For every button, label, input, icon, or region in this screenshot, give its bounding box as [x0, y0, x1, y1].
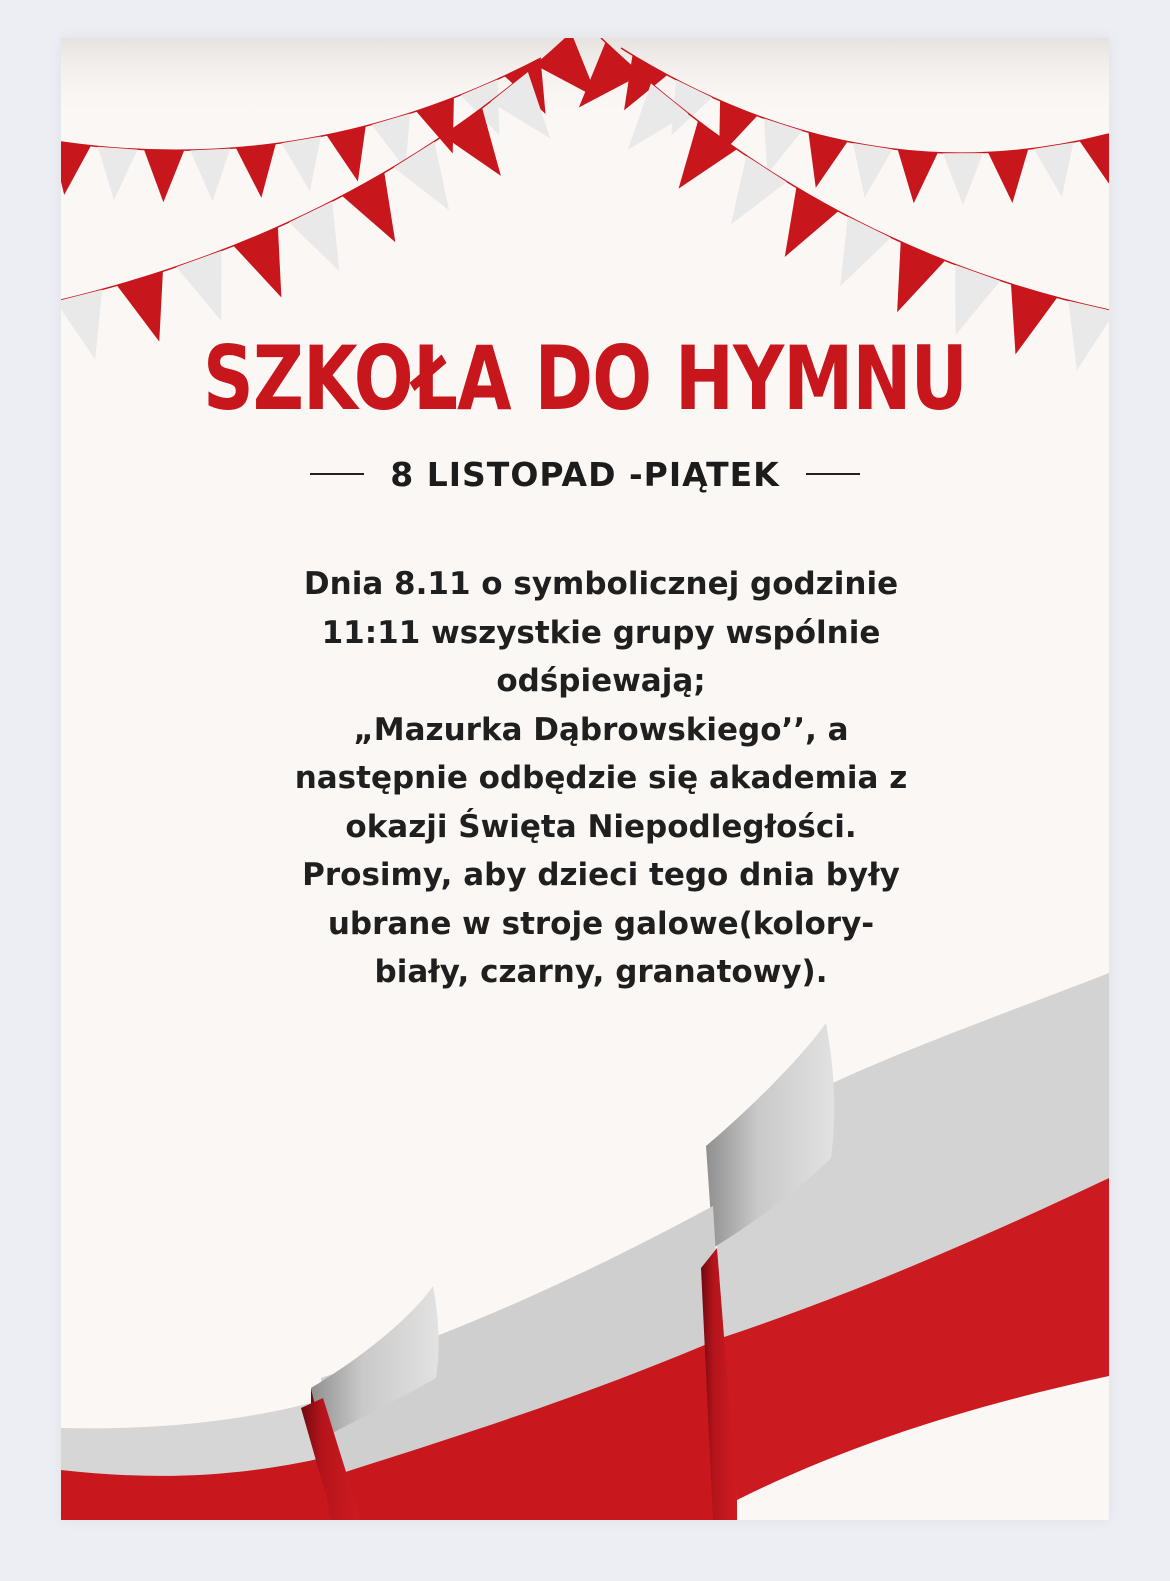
white-pennant	[731, 156, 787, 224]
red-pennant	[808, 133, 847, 188]
red-pennant	[234, 227, 282, 297]
red-pennant	[61, 141, 91, 195]
white-pennant	[840, 216, 891, 286]
white-pennant	[281, 137, 320, 192]
announcement-line: 11:11 wszystkie grupy wspólnie	[321, 614, 881, 651]
red-pennant	[988, 150, 1028, 203]
red-pennant	[785, 188, 838, 257]
announcement-text	[251, 560, 951, 997]
announcement-line: Dnia 8.11 o symbolicznej godzinie	[303, 566, 899, 602]
announcement-line: Prosimy, aby dzieci tego dnia były	[302, 857, 900, 893]
white-pennant	[764, 119, 802, 175]
white-pennant	[190, 149, 230, 202]
announcement-line: „Mazurka Dąbrowskiego’’, a	[353, 711, 849, 748]
announcement-line: okazji Święta Niepodległości.	[345, 808, 857, 845]
subtitle-row	[61, 452, 1109, 496]
white-pennant	[176, 251, 221, 321]
white-pennant	[943, 153, 983, 205]
white-pennant	[1068, 301, 1109, 371]
red-pennant	[236, 144, 276, 198]
announcement-line: ubrane w stroje galowe(kolory-	[327, 905, 875, 942]
white-pennant	[98, 147, 138, 200]
red-pennant	[897, 242, 945, 312]
white-pennant	[289, 201, 339, 271]
red-pennant	[898, 150, 938, 203]
red-pennant	[327, 126, 366, 181]
polish-flag-ribbon	[61, 973, 1109, 1520]
white-pennant	[853, 143, 893, 197]
white-pennant	[61, 290, 102, 360]
announcement-line: biały, czarny, granatowy).	[374, 954, 828, 990]
red-pennant	[342, 173, 395, 242]
poster	[61, 38, 1109, 1520]
white-pennant	[1034, 142, 1073, 197]
red-pennant	[144, 150, 184, 202]
red-pennant	[1011, 284, 1057, 354]
poster-subtitle: 8 LISTOPAD -PIĄTEK	[390, 454, 780, 494]
subtitle-rule-right	[806, 473, 860, 475]
red-pennant	[117, 271, 163, 341]
announcement-line: następnie odbędzie się akademia z	[294, 760, 908, 796]
subtitle-rule-left	[310, 473, 364, 475]
announcement-line: odśpiewają;	[496, 663, 706, 699]
poster-title: SZKOŁA DO HYMNU	[202, 327, 968, 430]
